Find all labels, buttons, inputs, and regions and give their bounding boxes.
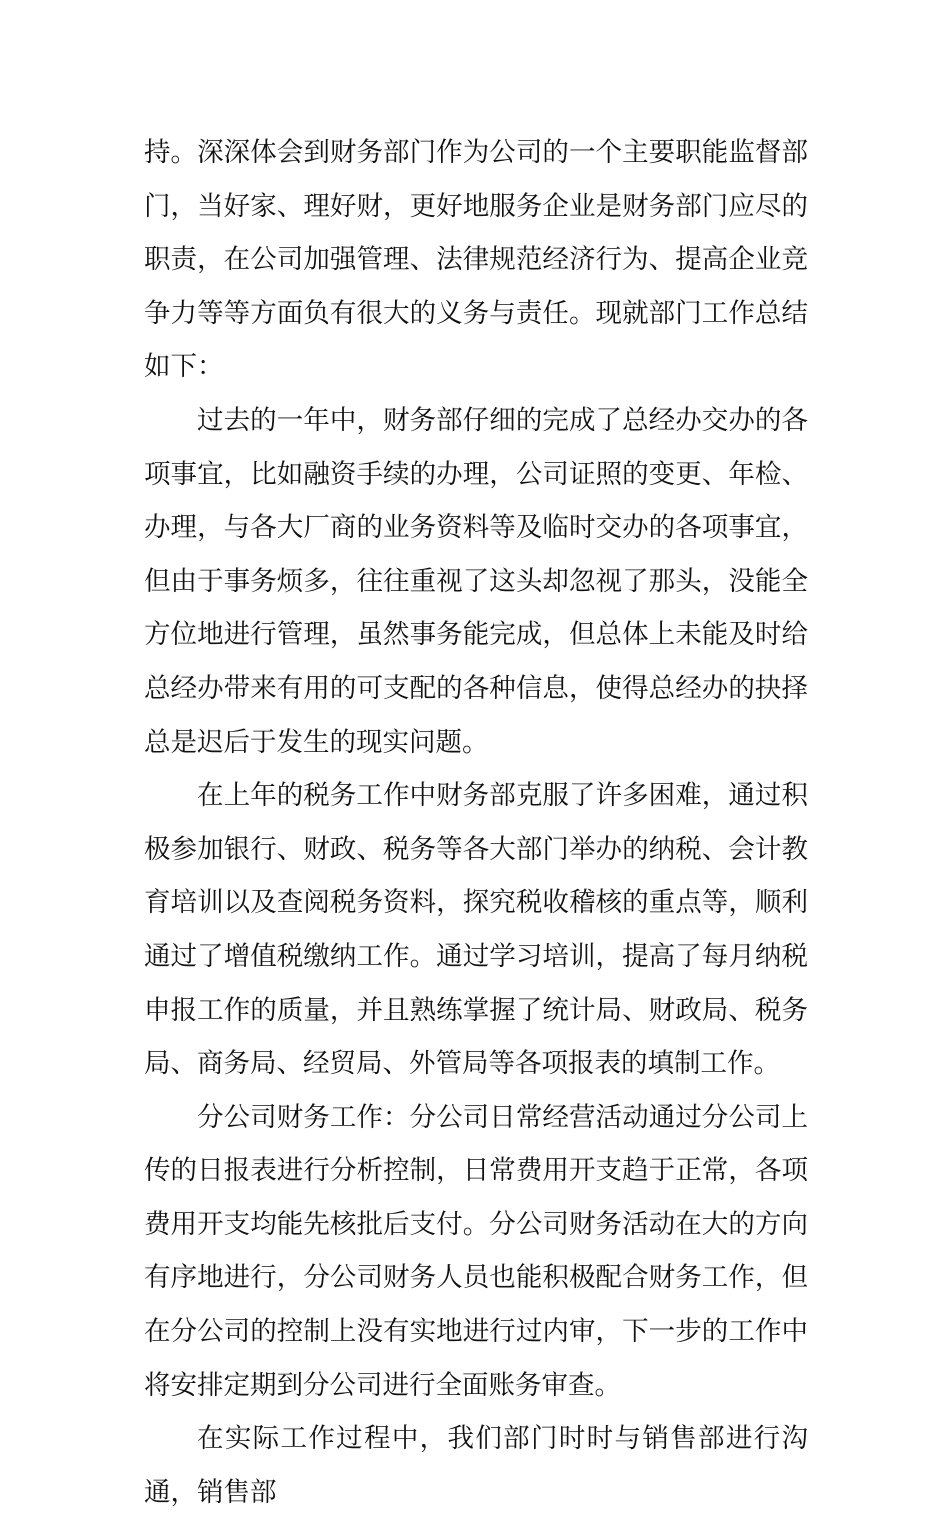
document-body: [144, 126, 808, 1519]
paragraph-5: 在实际工作过程中，我们部门时时与销售部进行沟通，销售部: [144, 1423, 808, 1508]
paragraph-1: 持。深深体会到财务部门作为公司的一个主要职能监督部门，当好家、理好财，更好地服务企业是财务部门应尽的职责，在公司加强管理、法律规范经济行为、提高企业竞争力等等方面负有很大的义务与责任。现就部门工作总结如下：: [144, 137, 808, 383]
paragraph-4: 分公司财务工作：分公司日常经营活动通过分公司上传的日报表进行分析控制，日常费用开支趋于正常，各项费用开支均能先核批后支付。分公司财务活动在大的方向有序地进行，分公司财务人员也能积极配合财务工作，但在分公司的控制上没有实地进行过内审，下一步的工作中将安排定期到分公司进行全面账务审查。: [144, 1101, 808, 1401]
paragraph-2: 过去的一年中，财务部仔细的完成了总经办交办的各项事宜，比如融资手续的办理，公司证照的变更、年检、办理，与各大厂商的业务资料等及临时交办的各项事宜，但由于事务烦多，往往重视了这头却忽视了那头，没能全方位地进行管理，虽然事务能完成，但总体上未能及时给总经办带来有用的可支配的各种信息，使得总经办的抉择总是迟后于发生的现实问题。: [144, 404, 808, 758]
paragraph-3: 在上年的税务工作中财务部克服了许多困难，通过积极参加银行、财政、税务等各大部门举办的纳税、会计教育培训以及查阅税务资料，探究税收稽核的重点等，顺利通过了增值税缴纳工作。通过学习培训，提高了每月纳税申报工作的质量，并且熟练掌握了统计局、财政局、税务局、商务局、经贸局、外管局等各项报表的填制工作。: [144, 780, 808, 1080]
